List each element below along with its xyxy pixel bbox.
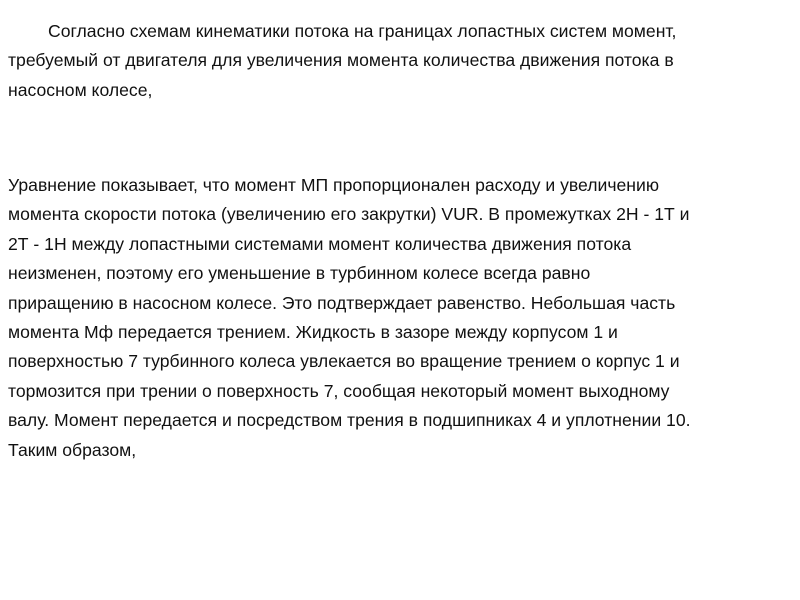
paragraph-intro (8, 17, 792, 105)
text-line: Согласно схемам кинематики потока на границах лопастных систем момент, (48, 21, 677, 41)
text-line: момента Мф передается трением. Жидкость в зазоре между корпусом 1 и (8, 322, 618, 343)
text-line: тормозится при трении о поверхность 7, сообщая некоторый момент выходному (8, 380, 670, 401)
text-line: Уравнение показывает, что момент МП пропорционален расходу и увеличению (8, 175, 660, 195)
paragraph-equation-explanation (8, 171, 792, 465)
text-line: насосном колесе, (8, 79, 153, 100)
text-line: требуемый от двигателя для увеличения момента количества движения потока в (8, 50, 674, 71)
text-line: неизменен, поэтому его уменьшение в турбинном колесе всегда равно (8, 263, 591, 284)
text-line: Таким образом, (8, 439, 137, 460)
text-line: момента скорости потока (увеличению его закрутки) VUR. В промежутках 2Н - 1Т и (8, 204, 690, 225)
text-line: поверхностью 7 турбинного колеса увлекается во вращение трением о корпус 1 и (8, 351, 680, 372)
text-line: валу. Момент передается и посредством трения в подшипниках 4 и уплотнении 10. (8, 410, 691, 431)
text-line: 2Т - 1Н между лопастными системами момент количества движения потока (8, 233, 632, 254)
text-line: приращению в насосном колесе. Это подтверждает равенство. Небольшая часть (8, 292, 676, 313)
